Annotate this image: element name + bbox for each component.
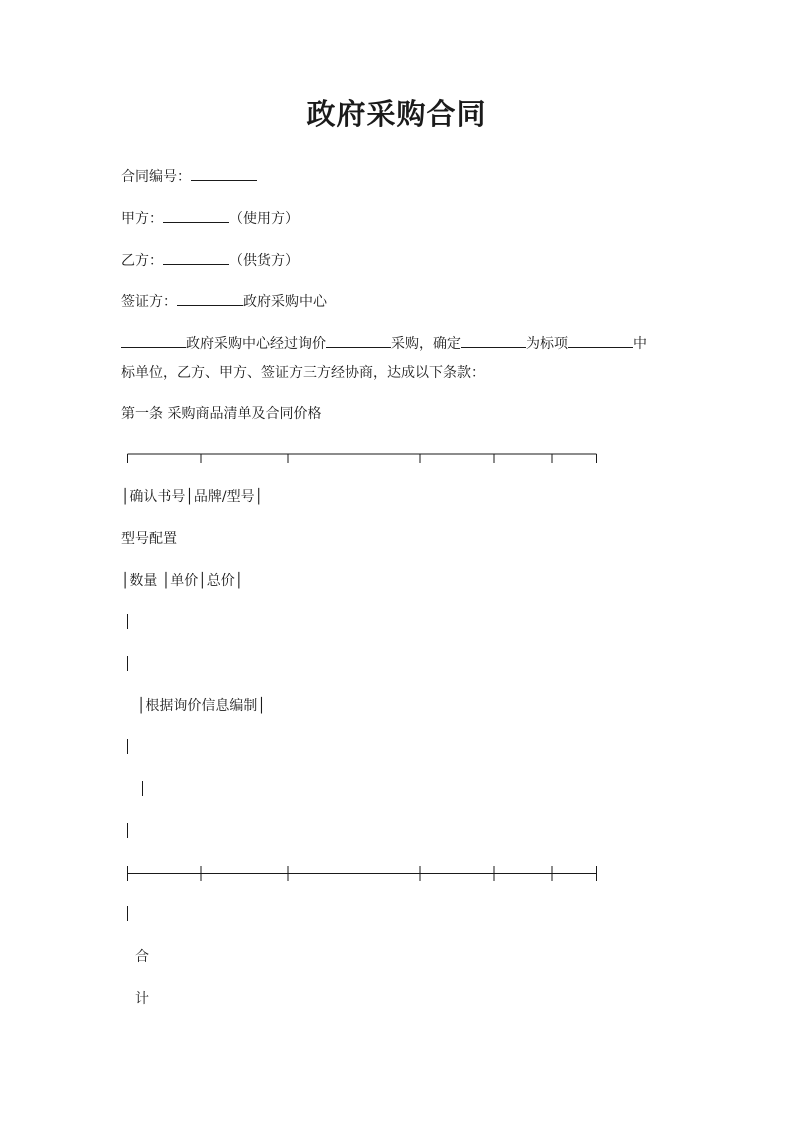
table-border-bar-4 — [142, 781, 143, 796]
table-top-rule — [127, 452, 597, 464]
table-note-row: │根据询价信息编制│ — [137, 698, 266, 714]
intro-blank-2 — [326, 333, 391, 348]
table-border-bar-5 — [127, 823, 128, 838]
party-a-blank — [163, 208, 229, 223]
contract-number-label: 合同编号： — [121, 169, 191, 185]
party-a-line — [121, 208, 299, 229]
party-a-label: 甲方： — [121, 211, 163, 227]
contract-number-blank — [191, 166, 257, 181]
document-title: 政府采购合同 — [306, 97, 487, 131]
intro-seg4: 中 — [633, 336, 647, 352]
table-border-bar-3 — [127, 739, 128, 754]
party-b-label: 乙方： — [121, 253, 163, 269]
intro-seg3: 为标项 — [526, 336, 568, 352]
table-border-bar-2 — [127, 656, 128, 671]
table-header-row-3: │数量 │单价│总价│ — [121, 573, 244, 589]
intro-paragraph-line2: 标单位，乙方、甲方、签证方三方经协商，达成以下条款： — [121, 365, 485, 381]
table-header-row-2: 型号配置 — [121, 531, 177, 547]
witness-line — [121, 291, 327, 312]
table-bottom-rule — [127, 866, 597, 878]
table-border-bar-1 — [127, 614, 128, 629]
party-a-note: （使用方） — [229, 211, 299, 227]
intro-paragraph-line1 — [121, 333, 647, 354]
total-label-char-1: 合 — [135, 949, 149, 965]
party-b-line — [121, 250, 299, 271]
witness-org: 政府采购中心 — [243, 294, 327, 310]
contract-number-line — [121, 166, 257, 187]
intro-blank-4 — [568, 333, 633, 348]
total-label-char-2: 计 — [135, 991, 149, 1007]
article-1-heading: 第一条 采购商品清单及合同价格 — [121, 406, 322, 422]
intro-seg1: 政府采购中心经过询价 — [186, 336, 326, 352]
party-b-note: （供货方） — [229, 253, 299, 269]
table-border-bar-6 — [127, 906, 128, 921]
intro-seg2: 采购，确定 — [391, 336, 461, 352]
intro-blank-1 — [121, 333, 186, 348]
witness-blank — [177, 291, 243, 306]
intro-blank-3 — [461, 333, 526, 348]
witness-label: 签证方： — [121, 294, 177, 310]
table-header-row-1: │确认书号│品牌/型号│ — [121, 489, 264, 505]
party-b-blank — [163, 250, 229, 265]
